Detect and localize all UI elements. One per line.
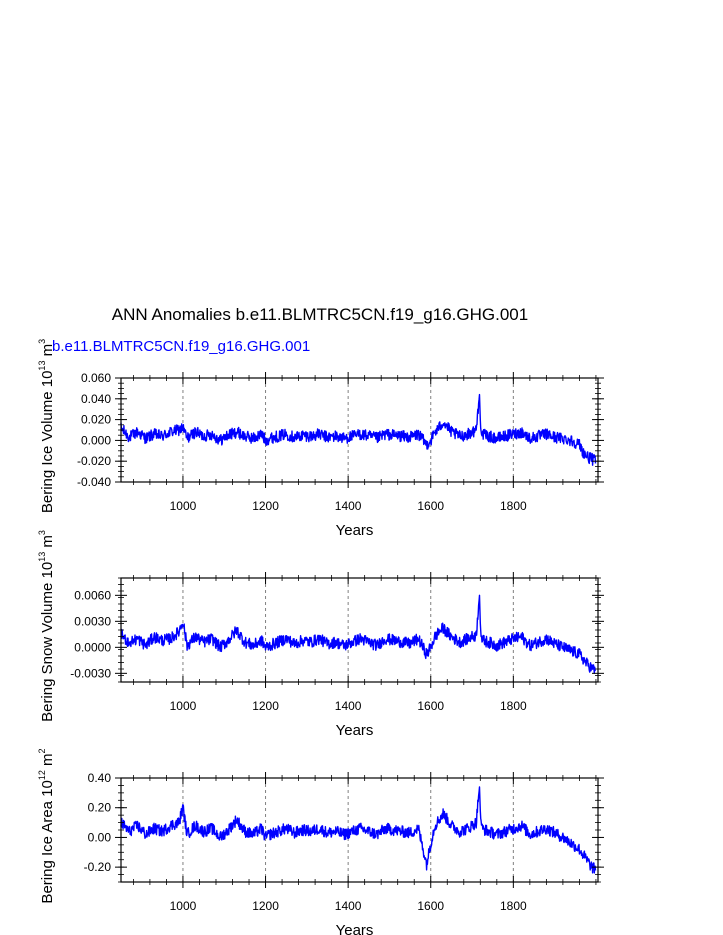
y-tick-label: 0.060 [80, 371, 111, 385]
y-axis-title [37, 748, 56, 903]
y-tick-label: 0.20 [87, 800, 111, 815]
x-tick-label: 1400 [334, 499, 362, 513]
y-axis-title-unit-exponent: 2 [37, 748, 47, 754]
x-tick-label: 1400 [334, 899, 362, 913]
series-line-ice-volume [121, 395, 596, 466]
y-tick-label: 0.0060 [74, 588, 111, 603]
x-tick-label: 1400 [334, 699, 362, 713]
x-tick-label: 1200 [252, 699, 279, 713]
x-tick-label: 1800 [499, 699, 527, 713]
x-tick-label: 1600 [417, 899, 445, 913]
x-tick-label: 1000 [169, 499, 197, 513]
y-axis-title-main: Bering Snow Volume 10 [39, 561, 56, 722]
plot-frame [121, 578, 598, 682]
x-tick-label: 1600 [417, 499, 445, 513]
panel-ice-volume [37, 339, 604, 539]
y-tick-label: -0.20 [83, 860, 111, 875]
y-tick-label: -0.020 [76, 454, 111, 469]
y-axis-title-main: Bering Ice Area 10 [39, 780, 56, 904]
y-tick-label: -0.040 [76, 475, 111, 489]
x-tick-label: 1800 [499, 499, 527, 513]
x-axis-title: Years [335, 722, 374, 739]
x-axis-title: Years [335, 922, 374, 935]
y-axis-title-exponent: 13 [37, 360, 47, 371]
x-tick-label: 1800 [499, 899, 527, 913]
x-tick-label: 1000 [169, 699, 197, 713]
y-axis-title-exponent: 12 [37, 770, 47, 781]
y-tick-label: 0.040 [80, 391, 111, 406]
y-axis-title-unit: m [39, 535, 56, 552]
x-tick-label: 1000 [169, 899, 197, 913]
y-axis-title-main: Bering Ice Volume 10 [39, 370, 56, 514]
series-line-ice-area [121, 787, 596, 873]
y-axis-title [37, 530, 56, 722]
x-tick-label: 1600 [417, 699, 445, 713]
panel-ice-area [37, 748, 604, 935]
y-tick-label: 0.000 [80, 433, 111, 448]
y-tick-label: 0.0000 [74, 640, 111, 655]
y-axis-title [37, 339, 56, 513]
y-tick-label: 0.40 [87, 771, 111, 785]
panel-snow-volume [37, 530, 604, 739]
y-axis-title-exponent: 13 [37, 551, 47, 562]
x-tick-label: 1200 [252, 499, 279, 513]
series-line-snow-volume [121, 595, 596, 673]
x-axis-title: Years [335, 522, 374, 539]
chart-title: ANN Anomalies b.e11.BLMTRC5CN.f19_g16.GHG.001 [111, 305, 529, 324]
y-axis-title-unit: m [39, 343, 56, 361]
y-tick-label: 0.020 [80, 412, 111, 427]
x-tick-label: 1200 [252, 899, 279, 913]
y-tick-label: 0.0030 [74, 614, 111, 629]
run-label: b.e11.BLMTRC5CN.f19_g16.GHG.001 [52, 338, 311, 355]
y-axis-title-unit-exponent: 3 [37, 338, 47, 344]
y-tick-label: -0.0030 [70, 666, 111, 681]
y-axis-title-unit-exponent: 3 [37, 530, 47, 536]
y-tick-label: 0.00 [87, 830, 111, 845]
y-axis-title-unit: m [39, 753, 56, 771]
